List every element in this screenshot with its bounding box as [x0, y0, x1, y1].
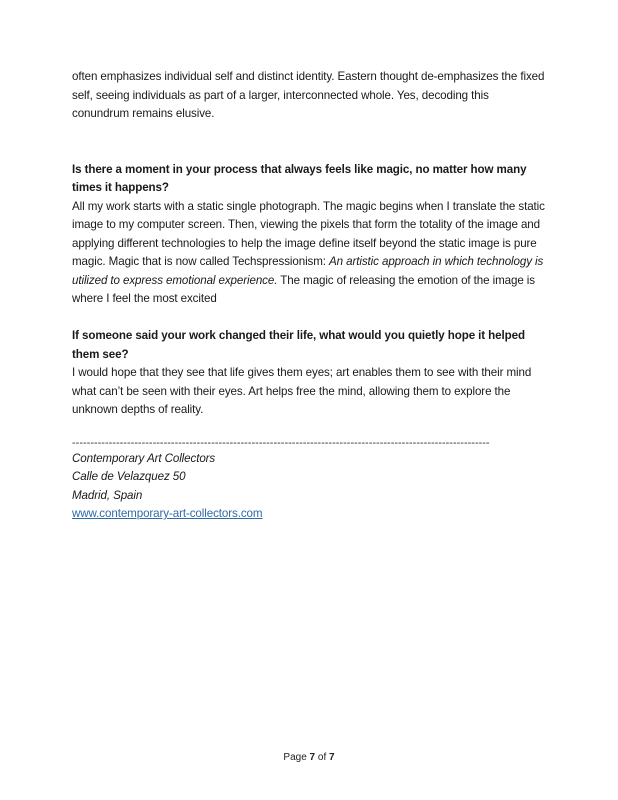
techspressionism-definition: An artistic approach in which technology is utilized to express emotional experience.: [72, 255, 544, 287]
spacer: [72, 309, 548, 328]
answer-magic: [72, 198, 548, 309]
website-link[interactable]: www.contemporary-art-collectors.com: [72, 507, 263, 520]
spacer: [72, 142, 548, 161]
page-footer: [0, 752, 618, 763]
question-magic: Is there a moment in your process that always feels like magic, no matter how many times it happens?: [72, 162, 527, 194]
street-address: Calle de Velazquez 50: [72, 470, 186, 483]
city-country: Madrid, Spain: [72, 488, 143, 502]
spacer: [72, 124, 548, 143]
answer-life-change: I would hope that they see that life gives them eyes; art enables them to see with their mind what can’t be seen with their eyes. Art helps free the mind, allowing them to explore the unknown depths of reality.: [72, 366, 532, 416]
website-line: [72, 505, 548, 524]
intro-paragraph: often emphasizes individual self and distinct identity. Eastern thought de-emphasizes the fixed self, seeing individuals as part of a larger, interconnected whole. Yes, decoding this conundrum remains elusive.: [72, 70, 545, 120]
question-life-change: If someone said your work changed their life, what would you quietly hope it helped them see?: [72, 329, 525, 361]
page-word: Page: [283, 752, 307, 763]
answer-magic-text-end: The magic of releasing the emotion of the image is where I feel the most excited: [72, 273, 535, 305]
page-content: [72, 68, 548, 524]
total-pages-number: 7: [329, 752, 335, 763]
organization-name: Contemporary Art Collectors: [72, 451, 216, 465]
answer-magic-text: All my work starts with a static single photograph. The magic begins when I translate the static image to my computer screen. Then, viewing the pixels that form the totality of the image and applying different technologies to help the image define itself beyond the static image is pure magic. Magic that is now called Techspressionism:: [72, 199, 545, 268]
separator-line: ------------------------------------------------------------------------------------------------------------------: [72, 436, 490, 449]
address-block: [72, 450, 548, 524]
current-page-number: 7: [309, 752, 316, 763]
of-word: of: [317, 752, 327, 763]
